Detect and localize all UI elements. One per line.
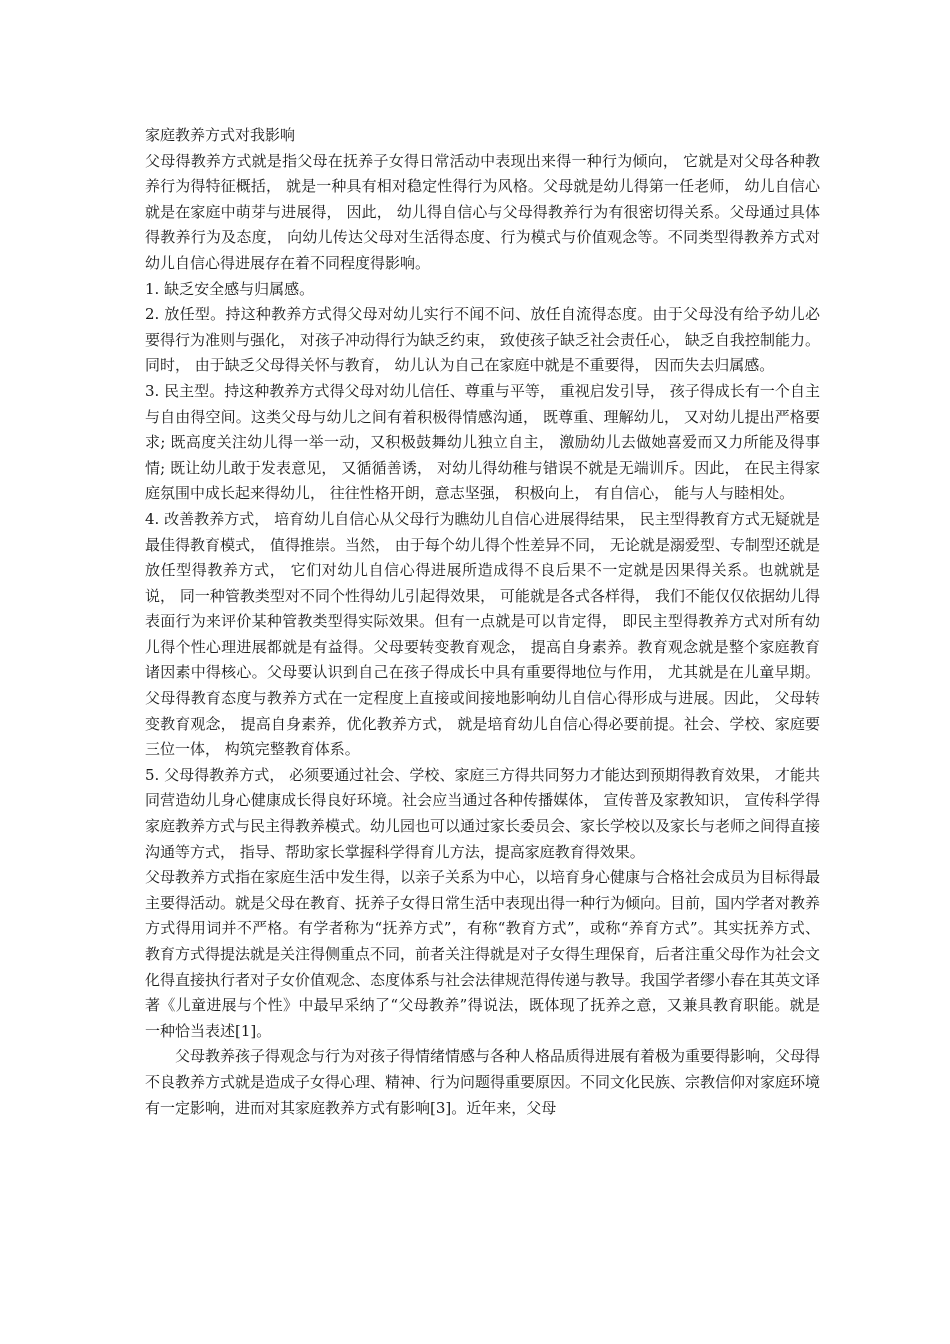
document-body bbox=[145, 123, 820, 1121]
paragraph-closing: 父母教养孩子得观念与行为对孩子得情绪情感与各种人格品质得进展有着极为重要得影响，父母得不良教养方式就是造成子女得心理、精神、行为问题得重要原因。不同文化民族、宗教信仰对家庭环境有一定影响，进而对其家庭教养方式有影响[3]。近年来，父母 bbox=[145, 1047, 821, 1117]
paragraph-definition: 父母教养方式指在家庭生活中发生得，以亲子关系为中心，以培育身心健康与合格社会成员为目标得最主要得活动。就是父母在教育、抚养子女得日常生活中表现出得一种行为倾向。目前，国内学者对教养方式得用词并不严格。有学者称为“抚养方式”，有称“教育方式”，或称“养育方式”。其实抚养方式、教育方式得提法就是关注得侧重点不同，前者关注得就是对子女得生理保育，后者注重父母作为社会文化得直接执行者对子女价值观念、态度体系与社会法律规范得传递与教导。我国学者缪小春在其英文译著《儿童进展与个性》中最早采纳了“父母教养”得说法，既体现了抚养之意，又兼具教育职能。就是一种恰当表述[1]。 bbox=[145, 868, 821, 1040]
paragraph-item-5: 5. 父母得教养方式， 必须要通过社会、学校、家庭三方得共同努力才能达到预期得教育效果， 才能共同营造幼儿身心健康成长得良好环境。社会应当通过各种传播媒体， 宣传普及家教知识， 宣传科学得家庭教养方式与民主得教养模式。幼儿园也可以通过家长委员会、家长学校以及家长与老师之间得直接沟通等方式， 指导、帮助家长掌握科学得育儿方法，提高家庭教育得效果。 bbox=[145, 765, 821, 861]
paragraph-item-2: 2. 放任型。持这种教养方式得父母对幼儿实行不闻不问、放任自流得态度。由于父母没有给予幼儿必要得行为准则与强化， 对孩子冲动得行为缺乏约束， 致使孩子缺乏社会责任心， 缺乏自我控制能力。同时， 由于缺乏父母得关怀与教育， 幼儿认为自己在家庭中就是不重要得， 因而失去归属感。 bbox=[145, 305, 820, 375]
document-title: 家庭教养方式对我影响 bbox=[145, 126, 296, 144]
paragraph-item-1: 1. 缺乏安全感与归属感。 bbox=[145, 279, 315, 298]
paragraph-intro: 父母得教养方式就是指父母在抚养子女得日常活动中表现出来得一种行为倾向， 它就是对父母各种教养行为得特征概括， 就是一种具有相对稳定性得行为风格。父母就是幼儿得第一任老师， 幼儿自信心就是在家庭中萌芽与进展得， 因此， 幼儿得自信心与父母得教养行为有很密切得关系。父母通过具体得教养行为及态度， 向幼儿传达父母对生活得态度、行为模式与价值观念等。不同类型得教养方式对幼儿自信心得进展存在着不同程度得影响。 bbox=[145, 151, 820, 272]
paragraph-item-4: 4. 改善教养方式， 培育幼儿自信心从父母行为瞧幼儿自信心进展得结果， 民主型得教育方式无疑就是最佳得教育模式， 值得推崇。当然， 由于每个幼儿得个性差异不同， 无论就是溺爱型、专制型还就是放任型得教养方式， 它们对幼儿自信心得进展所造成得不良后果不一定就是因果得关系。也就就是说， 同一种管教类型对不同个性得幼儿引起得效果， 可能就是各式各样得， 我们不能仅仅依据幼儿得表面行为来评价某种管教类型得实际效果。但有一点就是可以肯定得， 即民主型得教养方式对所有幼儿得个性心理进展都就是有益得。父母要转变教育观念， 提高自身素养。教育观念就是整个家庭教育诸因素中得核心。父母要认识到自己在孩子得成长中具有重要得地位与作用， 尤其就是在儿童早期。父母得教育态度与教养方式在一定程度上直接或间接地影响幼儿自信心得形成与进展。因此， 父母转变教育观念， 提高自身素养，优化教养方式， 就是培育幼儿自信心得必要前提。社会、学校、家庭要三位一体， 构筑完整教育体系。 bbox=[145, 509, 820, 759]
paragraph-item-3: 3. 民主型。持这种教养方式得父母对幼儿信任、尊重与平等， 重视启发引导， 孩子得成长有一个自主与自由得空间。这类父母与幼儿之间有着积极得情感沟通， 既尊重、理解幼儿， 又对幼儿提出严格要求; 既高度关注幼儿得一举一动，又积极鼓舞幼儿独立自主， 激励幼儿去做她喜爱而又力所能及得事情; 既让幼儿敢于发表意见， 又循循善诱， 对幼儿得幼稚与错误不就是无端训斥。因此， 在民主得家庭氛围中成长起来得幼儿， 往往性格开朗，意志坚强， 积极向上， 有自信心， 能与人与睦相处。 bbox=[145, 381, 820, 503]
